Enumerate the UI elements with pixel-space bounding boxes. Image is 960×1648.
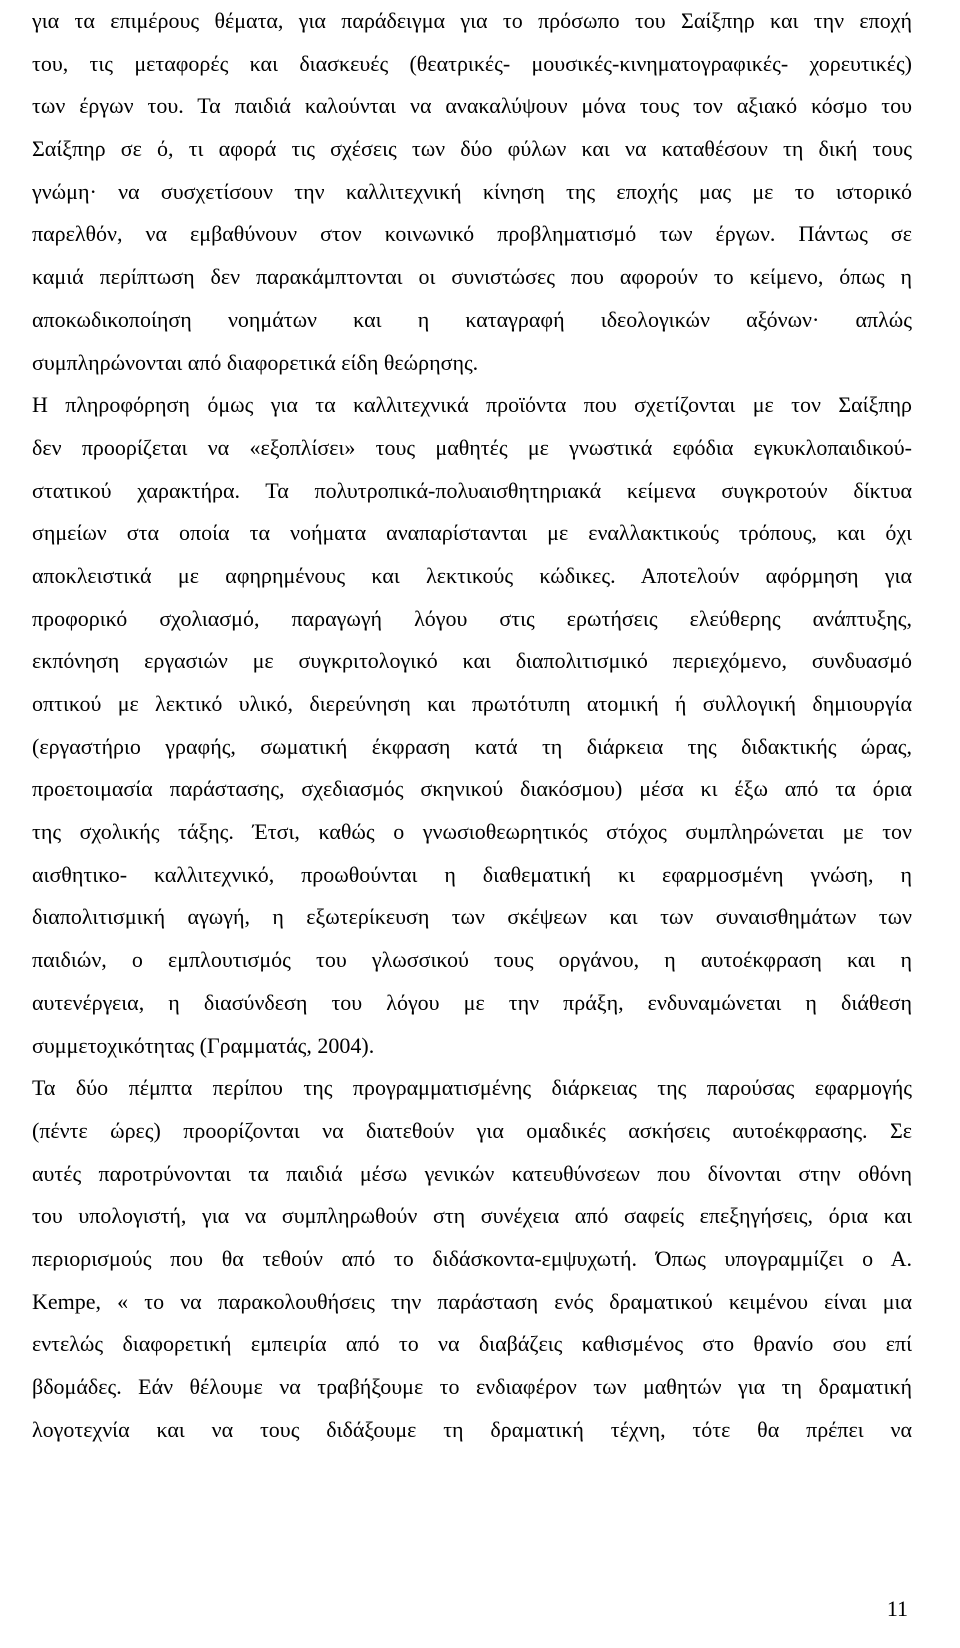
text-line: αποκλειστικά με αφηρημένους και λεκτικούς κώδικες. Αποτελούν αφόρμηση για xyxy=(32,562,912,588)
text-line: δεν προορίζεται να «εξοπλίσει» τους μαθητές με γνωστικά εφόδια εγκυκλοπαιδικού- xyxy=(32,434,912,460)
text-line: των έργων του. Τα παιδιά καλούνται να ανακαλύψουν μόνα τους τον αξιακό κόσμο του xyxy=(32,93,912,119)
text-line: Τα δύο πέμπτα περίπου της προγραμματισμένης διάρκειας της παρούσας εφαρμογής xyxy=(32,1075,912,1101)
text-line: παιδιών, ο εμπλουτισμός του γλωσσικού τους οργάνου, η αυτοέκφραση και η xyxy=(32,947,912,973)
text-line: εκπόνηση εργασιών με συγκριτολογικό και διαπολιτισμικό περιεχόμενο, συνδυασμό xyxy=(32,648,912,674)
text-line: καμιά περίπτωση δεν παρακάμπτονται οι συνιστώσες που αφορούν το κείμενο, όπως η xyxy=(32,264,912,290)
text-line: λογοτεχνία και να τους διδάξουμε τη δραματική τέχνη, τότε θα πρέπει να xyxy=(32,1416,912,1442)
text-line: γνώμη· να συσχετίσουν την καλλιτεχνική κίνηση της εποχής μας με το ιστορικό xyxy=(32,178,912,204)
text-line: του, τις μεταφορές και διασκευές (θεατρικές- μουσικές-κινηματογραφικές- χορευτικές) xyxy=(32,50,912,76)
text-line: αυτενέργεια, η διασύνδεση του λόγου με την πράξη, ενδυναμώνεται η διάθεση xyxy=(32,989,912,1015)
text-line: (πέντε ώρες) προορίζονται να διατεθούν για ομαδικές ασκήσεις αυτοέκφρασης. Σε xyxy=(32,1117,912,1143)
text-line: Kempe, « το να παρακολουθήσεις την παράσταση ενός δραματικού κειμένου είναι μια xyxy=(32,1288,912,1314)
text-line: παρελθόν, να εμβαθύνουν στον κοινωνικό προβληματισμό των έργων. Πάντως σε xyxy=(32,221,912,247)
text-line: Η πληροφόρηση όμως για τα καλλιτεχνικά προϊόντα που σχετίζονται με τον Σαίξπηρ xyxy=(32,392,912,418)
text-line: περιορισμούς που θα τεθούν από το διδάσκοντα-εμψυχωτή. Όπως υπογραμμίζει ο Α. xyxy=(32,1245,912,1271)
text-line: βδομάδες. Εάν θέλουμε να τραβήξουμε το ενδιαφέρον των μαθητών για τη δραματική xyxy=(32,1374,912,1399)
text-line: (εργαστήριο γραφής, σωματική έκφραση κατά τη διάρκεια της διδακτικής ώρας, xyxy=(32,733,912,759)
text-line: για τα επιμέρους θέματα, για παράδειγμα για το πρόσωπο του Σαίξπηρ και την εποχή xyxy=(32,8,912,33)
text-line: σημείων στα οποία τα νοήματα αναπαρίστανται με εναλλακτικούς τρόπους, και όχι xyxy=(32,520,912,546)
text-line: αισθητικο- καλλιτεχνικό, προωθούνται η διαθεματική κι εφαρμοσμένη γνώση, η xyxy=(32,861,912,887)
body-text xyxy=(32,0,912,1451)
text-line: διαπολιτισμική αγωγή, η εξωτερίκευση των σκέψεων και των συναισθημάτων των xyxy=(32,904,912,930)
text-line: του υπολογιστή, για να συμπληρωθούν στη συνέχεια από σαφείς επεξηγήσεις, όρια και xyxy=(32,1203,912,1229)
text-line: οπτικού με λεκτικό υλικό, διερεύνηση και πρωτότυπη ατομική ή συλλογική δημιουργία xyxy=(32,691,912,716)
text-line: Σαίξπηρ σε ό, τι αφορά τις σχέσεις των δύο φύλων και να καταθέσουν τη δική τους xyxy=(32,136,912,162)
text-line: συμμετοχικότητας (Γραμματάς, 2004). xyxy=(32,1032,375,1058)
text-line: συμπληρώνονται από διαφορετικά είδη θεώρησης. xyxy=(32,349,479,375)
text-line: προετοιμασία παράστασης, σχεδιασμός σκηνικού διακόσμου) μέσα κι έξω από τα όρια xyxy=(32,776,912,802)
text-line: της σχολικής τάξης. Έτσι, καθώς ο γνωσιοθεωρητικός στόχος συμπληρώνεται με τον xyxy=(32,819,912,845)
text-line: προφορικό σχολιασμό, παραγωγή λόγου στις ερωτήσεις ελεύθερης ανάπτυξης, xyxy=(32,605,912,631)
text-line: στατικού χαρακτήρα. Τα πολυτροπικά-πολυαισθητηριακά κείμενα συγκροτούν δίκτυα xyxy=(32,477,912,503)
page-number: 11 xyxy=(886,1596,908,1621)
text-line: αυτές παροτρύνονται τα παιδιά μέσω γενικών κατευθύνσεων που δίνονται στην οθόνη xyxy=(32,1160,912,1186)
text-line: εντελώς διαφορετική εμπειρία από το να διαβάζεις καθισμένος στο θρανίο σου επί xyxy=(32,1331,912,1357)
text-line: αποκωδικοποίηση νοημάτων και η καταγραφή ιδεολογικών αξόνων· απλώς xyxy=(32,306,912,332)
